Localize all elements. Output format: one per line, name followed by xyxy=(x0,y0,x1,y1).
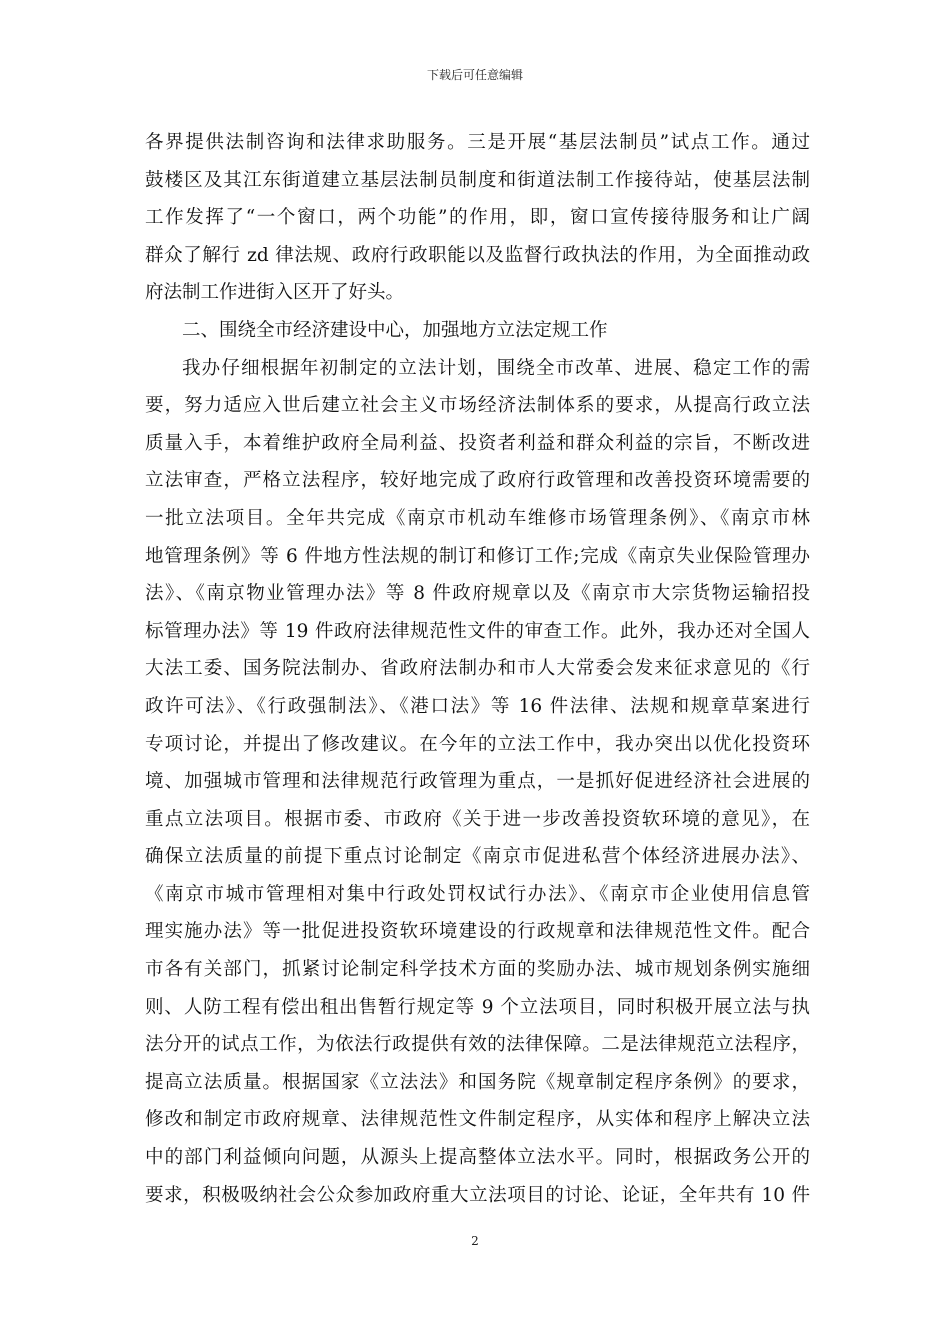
text-line: 法分开的试点工作，为依法行政提供有效的法律保障。二是法律规范立法程序， xyxy=(145,1034,810,1056)
text-line: 重点立法项目。根据市委、市政府《关于进一步改善投资软环境的意见》，在 xyxy=(145,808,810,830)
text-line: 标管理办法》等 19 件政府法律规范性文件的审查工作。此外，我办还对全国人 xyxy=(145,620,810,642)
text-line: 《南京市城市管理相对集中行政处罚权试行办法》、《南京市企业使用信息管 xyxy=(145,883,810,905)
text-line: 地管理条例》等 6 件地方性法规的制订和修订工作;完成《南京失业保险管理办 xyxy=(145,545,810,567)
text-line: 府法制工作进街入区开了好头。 xyxy=(145,282,405,304)
paragraph-continuation xyxy=(145,124,810,312)
document-body xyxy=(145,124,810,1214)
text-line: 要，努力适应入世后建立社会主义市场经济法制体系的要求，从提高行政立法 xyxy=(145,395,810,417)
text-line: 我办仔细根据年初制定的立法计划，围绕全市改革、进展、稳定工作的需 xyxy=(182,357,810,379)
text-line: 工作发挥了“一个窗口，两个功能”的作用，即，窗口宣传接待服务和让广阔 xyxy=(145,207,810,229)
text-line: 则、人防工程有偿出租出售暂行规定等 9 个立法项目，同时积极开展立法与执 xyxy=(145,996,810,1018)
text-line: 要求，积极吸纳社会公众参加政府重大立法项目的讨论、论证，全年共有 10 件 xyxy=(145,1184,810,1206)
heading-line: 二、围绕全市经济建设中心，加强地方立法定规工作 xyxy=(182,319,608,341)
text-line: 立法审查，严格立法程序，较好地完成了政府行政管理和改善投资环境需要的 xyxy=(145,470,810,492)
text-line: 群众了解行 zd 律法规、政府行政职能以及监督行政执法的作用，为全面推动政 xyxy=(145,244,810,266)
text-line: 各界提供法制咨询和法律求助服务。三是开展“基层法制员”试点工作。通过 xyxy=(145,132,810,153)
text-line: 专项讨论，并提出了修改建议。在今年的立法工作中，我办突出以优化投资环 xyxy=(145,733,810,755)
text-line: 理实施办法》等一批促进投资软环境建设的行政规章和法律规范性文件。配合 xyxy=(145,921,810,943)
section-heading xyxy=(145,312,810,350)
page-number: 2 xyxy=(471,1234,479,1248)
text-line: 质量入手，本着维护政府全局利益、投资者利益和群众利益的宗旨，不断改进 xyxy=(145,432,810,454)
text-line: 提高立法质量。根据国家《立法法》和国务院《规章制定程序条例》的要求， xyxy=(145,1071,810,1093)
text-line: 政许可法》、《行政强制法》、《港口法》等 16 件法律、法规和规章草案进行 xyxy=(145,695,810,717)
text-line: 市各有关部门，抓紧讨论制定科学技术方面的奖励办法、城市规划条例实施细 xyxy=(145,959,810,981)
text-line: 鼓楼区及其江东街道建立基层法制员制度和街道法制工作接待站，使基层法制 xyxy=(145,169,810,191)
paragraph-body xyxy=(145,350,810,1215)
text-line: 修改和制定市政府规章、法律规范性文件制定程序，从实体和程序上解决立法 xyxy=(145,1109,810,1131)
text-line: 一批立法项目。全年共完成《南京市机动车维修市场管理条例》、《南京市林 xyxy=(145,507,810,529)
text-line: 法》、《南京物业管理办法》等 8 件政府规章以及《南京市大宗货物运输招投 xyxy=(145,583,810,605)
text-line: 中的部门利益倾向问题，从源头上提高整体立法水平。同时，根据政务公开的 xyxy=(145,1147,810,1169)
text-line: 确保立法质量的前提下重点讨论制定《南京市促进私营个体经济进展办法》、 xyxy=(145,846,810,868)
page-header: 下载后可任意编辑 xyxy=(426,68,523,82)
text-line: 大法工委、国务院法制办、省政府法制办和市人大常委会发来征求意见的《行 xyxy=(145,658,810,680)
text-line: 境、加强城市管理和法律规范行政管理为重点，一是抓好促进经济社会进展的 xyxy=(145,771,810,793)
